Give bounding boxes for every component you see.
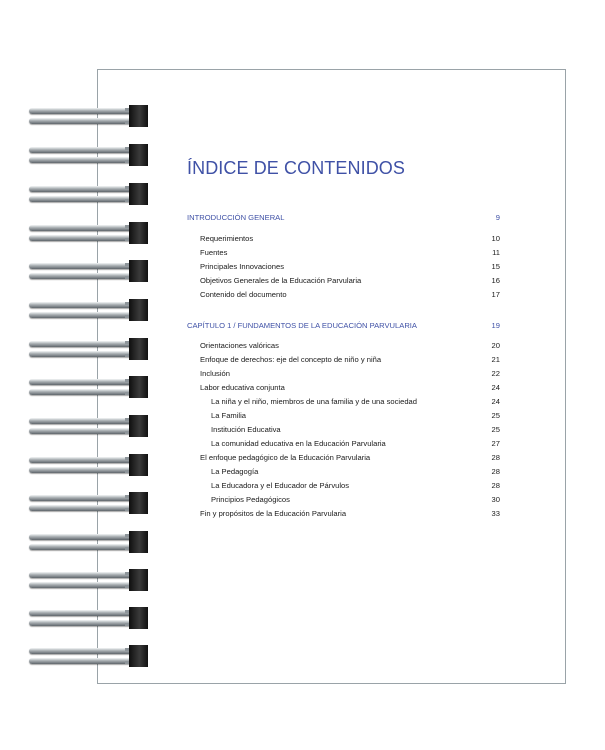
toc-entry: Objetivos Generales de la Educación Parvularia xyxy=(200,276,362,285)
toc-entry: Fuentes xyxy=(200,248,228,257)
binding-ring xyxy=(29,222,149,244)
toc-page-number: 17 xyxy=(491,290,500,299)
binding-ring xyxy=(29,645,149,667)
binding-ring xyxy=(29,492,149,514)
toc-subentry: La Familia xyxy=(211,411,247,420)
binding-ring xyxy=(29,376,149,398)
toc-page-number: 28 xyxy=(491,467,500,476)
toc-page-number: 16 xyxy=(491,276,500,285)
toc-page-number: 11 xyxy=(492,248,500,257)
toc-entry: Requerimientos xyxy=(200,234,254,243)
toc-page-number: 25 xyxy=(491,411,500,420)
toc-page-number: 28 xyxy=(491,481,500,490)
toc-section-title: CAPÍTULO 1 / FUNDAMENTOS DE LA EDUCACIÓN PARVULARIA xyxy=(187,321,417,330)
spiral-binding xyxy=(0,0,160,750)
toc-page-number: 10 xyxy=(491,234,500,243)
toc-subentry: La comunidad educativa en la Educación Parvularia xyxy=(211,439,386,448)
toc-subentry: Institución Educativa xyxy=(211,425,281,434)
toc-entry: Labor educativa conjunta xyxy=(200,383,285,392)
binding-ring xyxy=(29,415,149,437)
toc-subentry: La Pedagogía xyxy=(211,467,259,476)
binding-ring xyxy=(29,531,149,553)
toc-page-number: 21 xyxy=(491,355,500,364)
toc-subentry: Principios Pedagógicos xyxy=(211,495,290,504)
toc-entry: Inclusión xyxy=(200,369,230,378)
toc-page-number: 15 xyxy=(491,262,500,271)
toc-section-title: INTRODUCCIÓN GENERAL xyxy=(187,213,285,222)
toc-page-number: 25 xyxy=(491,425,500,434)
toc-entry: Orientaciones valóricas xyxy=(200,341,279,350)
binding-ring xyxy=(29,183,149,205)
toc-page-number: 28 xyxy=(491,453,500,462)
toc-page-number: 19 xyxy=(491,321,500,330)
binding-ring xyxy=(29,299,149,321)
toc-page-number: 24 xyxy=(491,383,500,392)
page-title: ÍNDICE DE CONTENIDOS xyxy=(187,158,406,178)
binding-ring xyxy=(29,607,149,629)
binding-ring xyxy=(29,144,149,166)
toc-entry: Enfoque de derechos: eje del concepto de niño y niña xyxy=(200,355,382,364)
toc-page-number: 20 xyxy=(491,341,500,350)
toc-page-number: 22 xyxy=(491,369,500,378)
toc-page-number: 30 xyxy=(491,495,500,504)
binding-ring xyxy=(29,338,149,360)
toc-subentry: La Educadora y el Educador de Párvulos xyxy=(211,481,350,490)
binding-ring xyxy=(29,569,149,591)
binding-ring xyxy=(29,454,149,476)
toc-entry: El enfoque pedagógico de la Educación Parvularia xyxy=(200,453,371,462)
toc-page-number: 27 xyxy=(491,439,500,448)
toc-page-number: 9 xyxy=(495,213,500,222)
toc-subentry: La niña y el niño, miembros de una familia y de una sociedad xyxy=(211,397,417,406)
toc-entry: Principales Innovaciones xyxy=(200,262,285,271)
toc-entry: Contenido del documento xyxy=(200,290,287,299)
binding-ring xyxy=(29,105,149,127)
toc-entry: Fin y propósitos de la Educación Parvularia xyxy=(200,509,347,518)
binding-ring xyxy=(29,260,149,282)
toc-page-number: 24 xyxy=(491,397,500,406)
toc-page-number: 33 xyxy=(491,509,500,518)
